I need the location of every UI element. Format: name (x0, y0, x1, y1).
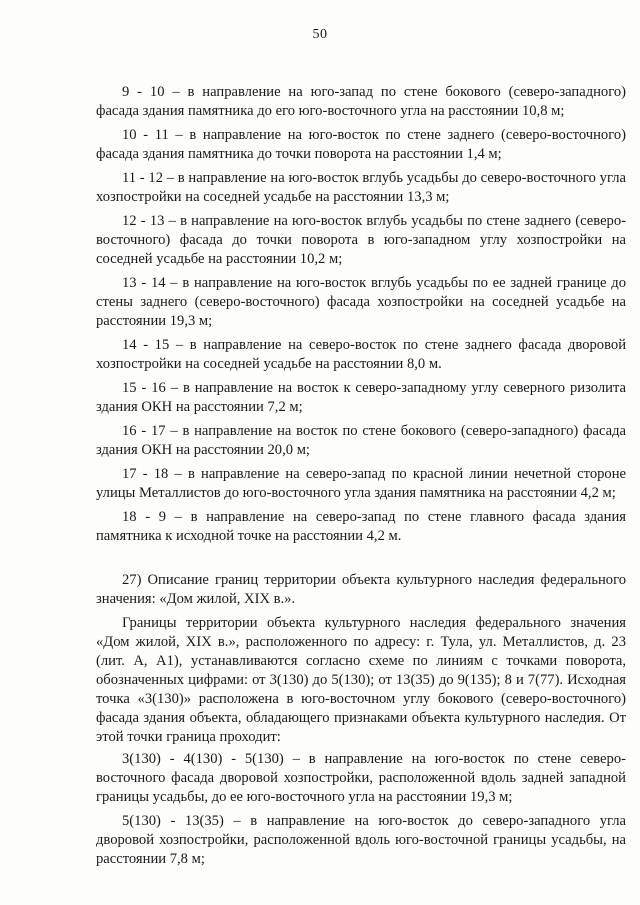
boundary-segment-18-9: 18 - 9 – в направление на северо-запад по стене главного фасада здания памятника к исходной точке на расстоянии 4,2 м. (96, 509, 626, 544)
section-heading: 27) Описание границ территории объекта культурного наследия федерального значения: «Дом жилой, XIX в.». (96, 572, 626, 607)
boundary-segment-11-12: 11 - 12 – в направление на юго-восток вглубь усадьбы до северо-восточного угла хозпостройки на соседней усадьбе на расстоянии 13,3 м; (96, 170, 626, 205)
boundary-segment-14-15: 14 - 15 – в направление на северо-восток по стене заднего фасада дворовой хозпостройки на соседней усадьбе на расстоянии 8,0 м. (96, 337, 626, 372)
section-body: Границы территории объекта культурного наследия федерального значения «Дом жилой, XIX в.», расположенного по адресу: г. Тула, ул. Металлистов, д. 23 (лит. А, А1), устанавливаются согласно схеме по линиям с точками поворота, обозначенных цифрами: от 3(130) до 5(130); от 13(35) до 9(135); 8 и 7(77). Исходная точка «3(130)» расположена в юго-восточном углу бокового (северо-восточного) фасада здания объекта, обладающего признаками объекта культурного наследия. От этой точки граница проходит: (96, 615, 626, 745)
boundary-segment-9-10: 9 - 10 – в направление на юго-запад по стене бокового (северо-западного) фасада здания памятника до его юго-восточного угла на расстоянии 10,8 м; (96, 84, 626, 119)
boundary-segment-17-18: 17 - 18 – в направление на северо-запад по красной линии нечетной стороне улицы Металлистов до юго-восточного угла здания памятника на расстоянии 4,2 м; (96, 466, 626, 501)
section-segment-5-13: 5(130) - 13(35) – в направление на юго-восток до северо-западного угла дворовой хозпостройки, расположенной вдоль юго-восточной границы усадьбы, на расстоянии 7,8 м; (96, 813, 626, 867)
section-segment-3-5: 3(130) - 4(130) - 5(130) – в направление на юго-восток по стене северо-восточного фасада дворовой хозпостройки, расположенной вдоль задней западной границы усадьбы, до ее юго-восточного угла на расстоянии 19,3 м; (96, 751, 626, 805)
boundary-segment-10-11: 10 - 11 – в направление на юго-восток по стене заднего (северо-восточного) фасада здания памятника до точки поворота на расстоянии 1,4 м; (96, 127, 626, 162)
boundary-segment-15-16: 15 - 16 – в направление на восток к северо-западному углу северного ризолита здания ОКН на расстоянии 7,2 м; (96, 380, 626, 415)
page-number: 50 (312, 27, 328, 42)
boundary-segment-12-13: 12 - 13 – в направление на юго-восток вглубь усадьбы по стене заднего (северо-восточного) фасада до точки поворота в юго-западном углу хозпостройки на соседней усадьбе на расстоянии 10,2 м; (96, 213, 626, 267)
document-body (96, 83, 626, 869)
boundary-segment-13-14: 13 - 14 – в направление на юго-восток вглубь усадьбы по ее задней границе до стены заднего (северо-восточного) фасада хозпостройки на соседней усадьбе на расстоянии 19,3 м; (96, 275, 626, 329)
boundary-segment-16-17: 16 - 17 – в направление на восток по стене бокового (северо-западного) фасада здания ОКН на расстоянии 20,0 м; (96, 423, 626, 458)
